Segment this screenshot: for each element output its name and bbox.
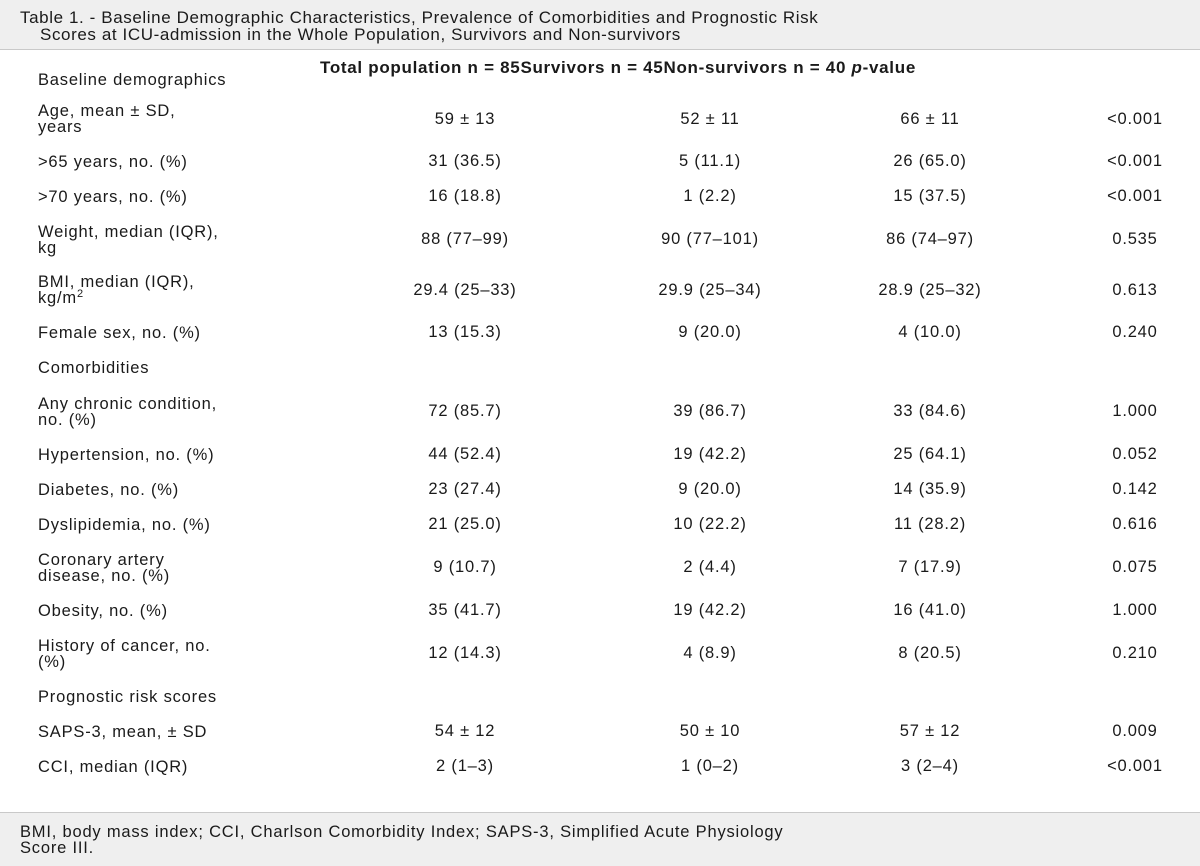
cell-p-value: <0.001 xyxy=(1107,109,1163,128)
cell-non-survivors: 25 (64.1) xyxy=(893,445,967,463)
table-row xyxy=(0,593,1200,628)
cell-p-value: <0.001 xyxy=(1107,152,1163,170)
row-label: Obesity, no. (%) xyxy=(38,601,168,620)
table-row xyxy=(0,472,1200,507)
row-label: >65 years, no. (%) xyxy=(38,152,188,171)
cell-non-survivors: 66 ± 11 xyxy=(900,109,960,128)
row-label: Weight, median (IQR), kg xyxy=(38,222,219,257)
cell-survivors: 2 (4.4) xyxy=(683,558,737,576)
cell-survivors: 4 (8.9) xyxy=(683,644,737,662)
section-label: Comorbidities xyxy=(38,359,150,377)
row-label: History of cancer, no. (%) xyxy=(38,636,211,671)
cell-p-value: <0.001 xyxy=(1107,187,1163,205)
cell-survivors: 10 (22.2) xyxy=(673,515,747,533)
table-footnote xyxy=(0,812,1200,866)
row-label: BMI, median (IQR), $kg/m^2$ xyxy=(38,273,195,307)
table-row xyxy=(0,315,1200,350)
cell-survivors: 1 (2.2) xyxy=(683,187,737,205)
cell-survivors: 50 ± 10 xyxy=(679,722,741,740)
cell-non-survivors: 16 (41.0) xyxy=(893,601,967,619)
cell-p-value: 1.000 xyxy=(1112,601,1158,619)
header-survivors: Survivors n = 45 xyxy=(520,58,664,77)
table-row xyxy=(0,714,1200,749)
cell-survivors: 29.9 (25–34) xyxy=(658,280,762,299)
cell-p-value: 0.075 xyxy=(1112,558,1158,576)
cell-p-value: 0.535 xyxy=(1112,230,1158,248)
cell-total: 31 (36.5) xyxy=(428,152,502,170)
section-row-comorbidities xyxy=(0,350,1200,386)
row-label: >70 years, no. (%) xyxy=(38,187,188,206)
table-row xyxy=(0,749,1200,784)
table-row xyxy=(0,542,1200,593)
cell-p-value: 0.616 xyxy=(1112,515,1158,533)
cell-non-survivors: 33 (84.6) xyxy=(893,402,967,420)
row-label: SAPS-3, mean, ± SD xyxy=(38,722,208,741)
cell-non-survivors: 7 (17.9) xyxy=(898,558,962,576)
cell-total: 2 (1–3) xyxy=(436,757,494,775)
cell-non-survivors: 11 (28.2) xyxy=(893,515,966,533)
cell-survivors: 39 (86.7) xyxy=(673,402,747,420)
row-label: Hypertension, no. (%) xyxy=(38,445,215,464)
cell-total: 59 ± 13 xyxy=(434,109,496,128)
table-row xyxy=(0,214,1200,265)
header-non-survivors: Non-survivors n = 40 xyxy=(663,58,847,77)
cell-non-survivors: 26 (65.0) xyxy=(893,152,967,170)
table-row xyxy=(0,507,1200,542)
cell-total: 13 (15.3) xyxy=(428,323,502,341)
row-label: Diabetes, no. (%) xyxy=(38,480,180,499)
cell-survivors: 9 (20.0) xyxy=(678,480,742,498)
row-label: Dyslipidemia, no. (%) xyxy=(38,515,211,534)
cell-p-value: 0.052 xyxy=(1112,445,1158,463)
table-row xyxy=(0,265,1200,315)
cell-p-value: 0.009 xyxy=(1112,722,1158,740)
cell-survivors: 9 (20.0) xyxy=(678,323,742,341)
row-label: Age, mean ± SD, years xyxy=(38,102,176,136)
cell-survivors: 19 (42.2) xyxy=(673,601,747,619)
cell-total: 88 (77–99) xyxy=(421,230,509,248)
footnote-line-1: BMI, body mass index; CCI, Charlson Comorbidity Index; SAPS-3, Simplified Acute Physiology xyxy=(20,823,784,841)
cell-total: 9 (10.7) xyxy=(433,558,497,576)
cell-survivors: 1 (0–2) xyxy=(681,757,739,775)
table-row xyxy=(0,144,1200,179)
cell-total: 29.4 (25–33) xyxy=(413,280,517,299)
cell-non-survivors: 15 (37.5) xyxy=(893,187,967,205)
cell-survivors: 52 ± 11 xyxy=(680,109,740,128)
cell-non-survivors: 14 (35.9) xyxy=(893,480,967,498)
table-row xyxy=(0,179,1200,214)
cell-total: 72 (85.7) xyxy=(428,402,502,420)
cell-non-survivors: 86 (74–97) xyxy=(886,230,974,248)
table-row xyxy=(0,628,1200,679)
cell-total: 54 ± 12 xyxy=(434,722,496,740)
table-row xyxy=(0,386,1200,437)
footnote-line-2: Score III. xyxy=(20,839,95,857)
cell-p-value: 1.000 xyxy=(1112,402,1158,420)
row-label: CCI, median (IQR) xyxy=(38,757,189,776)
header-p-value: p-value xyxy=(851,58,916,77)
data-table xyxy=(0,50,1200,784)
cell-survivors: 19 (42.2) xyxy=(673,445,747,463)
row-label: Coronary artery disease, no. (%) xyxy=(38,550,171,585)
section-label: Prognostic risk scores xyxy=(38,687,217,706)
row-label: Any chronic condition, no. (%) xyxy=(38,394,218,429)
cell-total: 23 (27.4) xyxy=(428,480,502,498)
cell-p-value: <0.001 xyxy=(1107,757,1163,775)
cell-total: 16 (18.8) xyxy=(428,187,502,205)
cell-total: 35 (41.7) xyxy=(428,601,502,619)
cell-non-survivors: 57 ± 12 xyxy=(899,722,961,740)
cell-p-value: 0.613 xyxy=(1112,280,1158,299)
table-row xyxy=(0,437,1200,472)
cell-non-survivors: 28.9 (25–32) xyxy=(878,280,982,299)
table-caption xyxy=(0,0,1200,50)
section-row-risk xyxy=(0,679,1200,714)
cell-survivors: 90 (77–101) xyxy=(661,230,759,248)
cell-p-value: 0.210 xyxy=(1112,644,1158,662)
cell-total: 12 (14.3) xyxy=(428,644,502,662)
cell-total: 44 (52.4) xyxy=(428,445,502,463)
cell-total: 21 (25.0) xyxy=(428,515,502,533)
cell-non-survivors: 3 (2–4) xyxy=(901,757,959,775)
cell-survivors: 5 (11.1) xyxy=(678,152,742,170)
table-row xyxy=(0,94,1200,144)
caption-line-2: Scores at ICU-admission in the Whole Population, Survivors and Non-survivors xyxy=(40,25,681,44)
header-total-population: Total population n = 85 xyxy=(320,58,521,77)
section-label: Baseline demographics xyxy=(38,71,227,89)
cell-p-value: 0.240 xyxy=(1112,323,1158,341)
cell-non-survivors: 8 (20.5) xyxy=(898,644,962,662)
caption-line-1: Table 1. - Baseline Demographic Characteristics, Prevalence of Comorbidities and Prognostic Risk xyxy=(20,8,819,27)
row-label: Female sex, no. (%) xyxy=(38,323,201,342)
cell-p-value: 0.142 xyxy=(1112,480,1158,498)
table-header xyxy=(320,58,916,78)
cell-non-survivors: 4 (10.0) xyxy=(898,323,962,341)
data-table-container xyxy=(0,50,1200,812)
